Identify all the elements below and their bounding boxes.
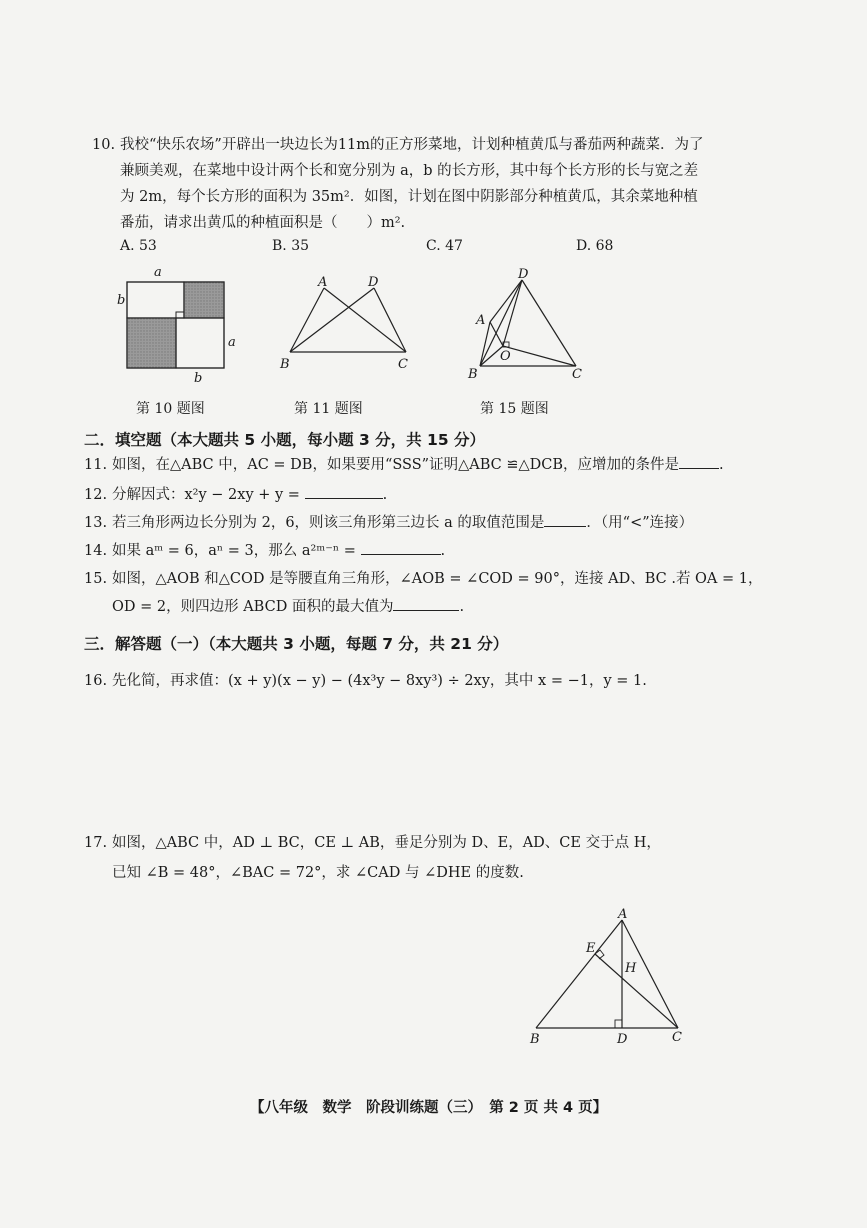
fig11-label-b: B [280,357,290,372]
page-footer: 【八年级 数学 阶段训练题（三） 第 2 页 共 4 页】 [250,1100,608,1116]
fig11-label-a: A [318,275,328,290]
q12-answer-blank[interactable] [305,484,383,499]
fig11-caption: 第 11 题图 [294,401,363,417]
fig15-label-d: D [518,267,529,282]
fig15-label-c: C [572,367,582,382]
fig10-label-a-top: a [154,265,162,280]
q12-text: 分解因式：x²y − 2xy + y = . [112,482,387,508]
shaded-rect-bottom-left [127,318,176,368]
fig10-label-b-left: b [117,293,126,308]
fig10-label-b-bottom: b [194,371,203,386]
figure-10 [110,264,240,386]
fig15-caption: 第 15 题图 [480,401,549,417]
q11-number: 11. [84,457,108,473]
fig10-label-a-right: a [228,335,236,350]
fig17-label-a: A [618,907,628,922]
q16-text: 先化简，再求值：(x + y)(x − y) − (4x³y − 8xy³) ÷ 2xy，其中 x = −1，y = 1. [112,673,647,689]
fig17-label-e: E [586,941,596,956]
q11-answer-blank[interactable] [679,454,719,469]
q13-number: 13. [84,515,108,531]
section-2-title: 二．填空题（本大题共 5 小题，每小题 3 分，共 15 分） [84,431,486,449]
q17-number: 17. [84,835,108,851]
q12-number: 12. [84,487,108,503]
q10-option-a: A. 53 [120,238,157,254]
section-3-title: 三．解答题（一）（本大题共 3 小题，每题 7 分，共 21 分） [84,635,509,653]
fig17-label-b: B [530,1032,540,1047]
q10-line-4: 番茄，请求出黄瓜的种植面积是（ ）m². [120,215,406,231]
q15-line-1: 如图，△AOB 和△COD 是等腰直角三角形，∠AOB = ∠COD = 90°，连接 AD、BC .若 OA = 1， [112,571,763,587]
q13-text: 若三角形两边长分别为 2，6，则该三角形第三边长 a 的取值范围是 ．（用“<”连接） [112,510,693,536]
shaded-rect-top-right [184,282,224,318]
q13-answer-blank[interactable] [544,512,586,527]
q11-text: 如图，在△ABC 中，AC = DB，如果要用“SSS”证明△ABC ≌△DCB，应增加的条件是 . [112,452,724,478]
q15-answer-blank[interactable] [393,596,459,611]
fig15-label-b: B [468,367,478,382]
q10-line-1: 我校“快乐农场”开辟出一块边长为11m的正方形菜地，计划种植黄瓜与番茄两种蔬菜．为了 [120,137,704,153]
fig11-label-c: C [398,357,408,372]
q10-option-c: C. 47 [426,238,463,254]
figure-11 [276,272,416,380]
fig17-label-d: D [617,1032,628,1047]
fig10-caption: 第 10 题图 [136,401,205,417]
figure-17 [522,906,698,1048]
fig15-label-o: O [500,349,511,364]
q10-line-2: 兼顾美观，在菜地中设计两个长和宽分别为 a，b 的长方形，其中每个长方形的长与宽之差 [120,163,699,179]
q14-text: 如果 aᵐ = 6，aⁿ = 3，那么 a²ᵐ⁻ⁿ = . [112,538,445,564]
q14-answer-blank[interactable] [361,540,441,555]
q14-number: 14. [84,543,108,559]
q15-line-2: OD = 2，则四边形 ABCD 面积的最大值为 . [112,594,464,620]
q17-line-1: 如图，△ABC 中，AD ⊥ BC，CE ⊥ AB，垂足分别为 D、E，AD、CE 交于点 H， [112,835,661,851]
fig11-label-d: D [368,275,379,290]
fig17-label-h: H [625,961,637,976]
q17-line-2: 已知 ∠B = 48°，∠BAC = 72°，求 ∠CAD 与 ∠DHE 的度数. [112,865,524,881]
fig17-label-c: C [672,1030,682,1045]
q10-option-d: D. 68 [576,238,614,254]
q10-number: 10. [92,137,116,153]
q15-number: 15. [84,571,108,587]
q10-line-3: 为 2m，每个长方形的面积为 35m²．如图，计划在图中阴影部分种植黄瓜，其余菜地种植 [120,189,698,205]
q16-number: 16. [84,673,108,689]
fig15-label-a: A [476,313,486,328]
figure-15 [466,266,596,384]
q10-option-b: B. 35 [272,238,310,254]
